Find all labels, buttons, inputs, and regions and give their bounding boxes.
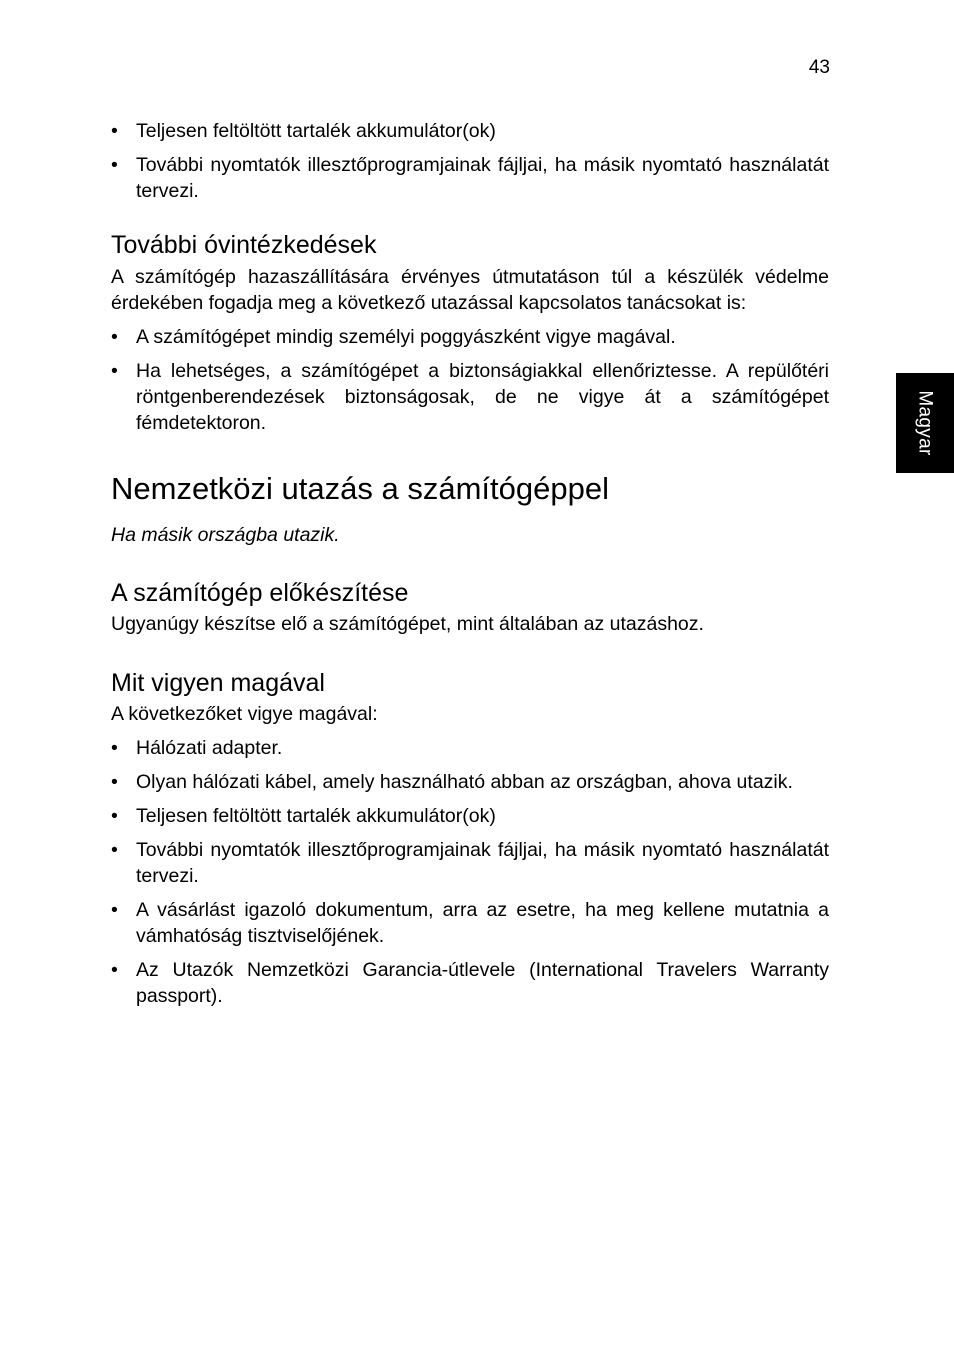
bullet-icon: • (111, 154, 118, 176)
page-content (111, 118, 829, 1017)
precautions-heading: További óvintézkedések (111, 231, 377, 259)
bring-bullet-list (111, 735, 829, 1009)
list-item: • Teljesen feltöltött tartalék akkumulátor(ok) (111, 120, 496, 142)
list-item: • A vásárlást igazoló dokumentum, arra az esetre, ha meg kellene mutatnia a vámhatóság tisztviselőjének. (111, 899, 829, 947)
bring-intro: A következőket vigye magával: (111, 703, 378, 725)
bullet-icon: • (111, 899, 118, 921)
language-tab (896, 373, 954, 473)
bullet-icon: • (111, 839, 118, 861)
list-item: • Ha lehetséges, a számítógépet a biztonságiakkal ellenőriztesse. A repülőtéri röntgenberendezések biztonságosak, de ne vigye át a számítógépet fémdetektoron. (111, 360, 829, 434)
bring-heading: Mit vigyen magával (111, 669, 325, 697)
bullet-icon: • (111, 959, 118, 981)
page-number: 43 (808, 57, 830, 78)
list-item: • További nyomtatók illesztőprogramjainak fájljai, ha másik nyomtató használatát tervezi. (111, 839, 829, 887)
top-bullet-list (111, 118, 829, 204)
prepare-heading: A számítógép előkészítése (111, 579, 409, 607)
list-item: • Teljesen feltöltött tartalék akkumulátor(ok) (111, 805, 496, 827)
international-subtitle: Ha másik országba utazik. (111, 524, 340, 546)
international-heading: Nemzetközi utazás a számítógéppel (111, 471, 609, 506)
bullet-icon: • (111, 326, 118, 348)
list-item: • Az Utazók Nemzetközi Garancia-útlevele (International Travelers Warranty passport). (111, 959, 829, 1007)
list-item: • A számítógépet mindig személyi poggyászként vigye magával. (111, 326, 676, 348)
precautions-intro: A számítógép hazaszállítására érvényes útmutatáson túl a készülék védelme érdekében fogadja meg a következő utazással kapcsolatos tanácsokat is: (111, 266, 829, 314)
list-item: • Olyan hálózati kábel, amely használható abban az országban, ahova utazik. (111, 771, 793, 793)
precautions-bullet-list (111, 324, 829, 436)
bullet-icon: • (111, 805, 118, 827)
prepare-text: Ugyanúgy készítse elő a számítógépet, mint általában az utazáshoz. (111, 613, 704, 635)
bullet-icon: • (111, 360, 118, 382)
language-tab-label: Magyar (915, 390, 936, 456)
bullet-icon: • (111, 120, 118, 142)
bullet-icon: • (111, 737, 118, 759)
list-item: • Hálózati adapter. (111, 737, 283, 759)
list-item: • További nyomtatók illesztőprogramjainak fájljai, ha másik nyomtató használatát tervezi. (111, 154, 829, 202)
bullet-icon: • (111, 771, 118, 793)
